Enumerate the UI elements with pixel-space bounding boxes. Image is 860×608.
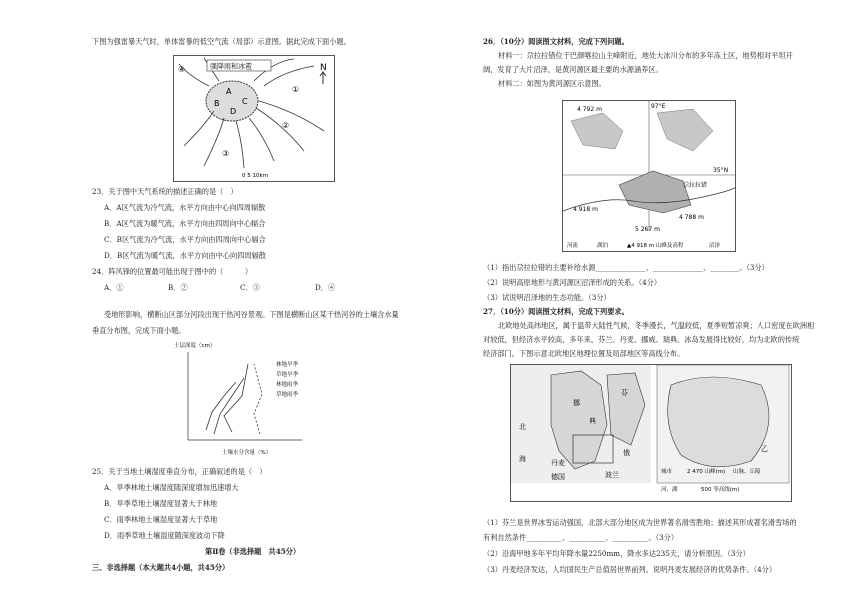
lat-label: 35°N bbox=[713, 167, 729, 174]
thunderstorm-figure bbox=[173, 55, 335, 182]
q26-sub2: （2）说明高原地形与黄河源区沼泽形成的关系。（4分） bbox=[483, 278, 662, 287]
nordic-map-svg bbox=[511, 365, 791, 501]
marsh-area bbox=[619, 171, 691, 213]
label-B: B bbox=[214, 99, 220, 108]
legend-3: 草地雨季 bbox=[276, 392, 299, 398]
series-forest-wet bbox=[224, 364, 248, 432]
peak-2: 4 918 m bbox=[573, 206, 598, 213]
q26-sub1: （1）指出尕拉拉错的主要补给水源______________、______________、________。（3分） bbox=[483, 263, 769, 272]
part2-heading: 第Ⅱ卷（非选择题 共45分） bbox=[205, 547, 301, 556]
q27-para-1: 北欧地处高纬地区，属于温带大陆性气候，冬季漫长，气温较低，夏季短暂凉爽；人口密度在欧洲相 bbox=[498, 321, 815, 330]
q23-option-b[interactable]: B．A区气流为暖气流，水平方向由四周向中心辐合 bbox=[104, 219, 266, 228]
label-D: D bbox=[230, 107, 237, 116]
label-norway: 挪 bbox=[573, 399, 580, 407]
q23-stem: 23．关于图中天气系统的描述正确的是（ ） bbox=[92, 187, 238, 196]
label-denmark: 丹麦 bbox=[551, 459, 565, 467]
scale-bar: 0 5 10km bbox=[242, 173, 269, 179]
map-legend-0: 河流 bbox=[567, 243, 579, 249]
q24-option-c[interactable]: C．③ bbox=[240, 283, 260, 292]
q23-option-a[interactable]: A．A区气流为冷气流，水平方向由中心向四周辐散 bbox=[104, 203, 266, 212]
soil-ylabel: 土层深度（cm） bbox=[174, 343, 216, 349]
label-sweden: 典 bbox=[589, 417, 596, 425]
north-label: N bbox=[320, 63, 327, 73]
legend-0: 林地旱季 bbox=[276, 362, 299, 368]
q26-material2: 材料二：如图为黄河源区示意图。 bbox=[498, 79, 606, 88]
q24-option-b[interactable]: B．② bbox=[168, 283, 188, 292]
q26-material1-b: 阔，发育了大片沼泽，是黄河源区最主要的水源涵养区。 bbox=[483, 65, 663, 74]
detail-land bbox=[668, 377, 769, 467]
map-legend-3: 沼泽 bbox=[709, 243, 721, 249]
peak-4: 4 788 m bbox=[679, 214, 704, 221]
q24-option-d[interactable]: D．④ bbox=[315, 283, 336, 292]
label-point: 乙 bbox=[761, 445, 768, 453]
label-4: ④ bbox=[178, 65, 186, 74]
q27-para-2: 对较低，但经济水平较高，多年来，芬兰、丹麦、挪威、瑞典、冰岛发展得比较好，均为北欧的传统 bbox=[483, 335, 800, 344]
label-north: 北 bbox=[519, 423, 526, 431]
lake-east bbox=[657, 109, 713, 151]
legend-2: 林地雨季 bbox=[276, 382, 299, 388]
label-germany: 德国 bbox=[551, 473, 565, 481]
q25-option-d[interactable]: D．雨季草地土壤湿度随深度波动下降 bbox=[104, 531, 225, 540]
series-grass-wet bbox=[254, 364, 262, 434]
label-poland: 波兰 bbox=[605, 471, 619, 479]
nordic-legend-2: 山脉、丘陵 bbox=[733, 469, 761, 475]
label-1: ① bbox=[292, 85, 300, 94]
label-C: C bbox=[242, 97, 248, 106]
q27-sub1-a: （1）芬兰是世界冰雪运动强国，北部大部分地区成为世界著名滑雪胜地；描述其形成著名滑雪场的 bbox=[483, 518, 797, 527]
yellow-river-svg bbox=[563, 101, 735, 251]
nordic-map bbox=[510, 364, 792, 502]
q25-option-a[interactable]: A．旱季林地土壤湿度随深度增加迅速增大 bbox=[104, 483, 239, 492]
map-legend-2: ▲4 918 m 山峰及高程 bbox=[627, 243, 684, 249]
peak-1: 4 792 m bbox=[577, 106, 602, 113]
label-A: A bbox=[226, 87, 232, 96]
q27-sub2: （2）沿海甲地多年平均年降水量2250mm，降水多达235天，请分析原因。（3分） bbox=[483, 549, 750, 558]
lake-name: 尕拉拉错 bbox=[683, 182, 708, 189]
nordic-legend-4: 500 等高线(m) bbox=[701, 487, 740, 493]
q26-material1-a: 材料一：尕拉拉错位于巴颜喀拉山主峰附近，地处大冰川分布的多年冻土区，地势相对平坦开 bbox=[498, 51, 793, 60]
soil-moisture-figure bbox=[172, 340, 334, 458]
soil-xlabel: 土壤水分含量（%） bbox=[222, 450, 272, 456]
intro-soil-2: 垂直分布图，完成下面小题。 bbox=[92, 326, 186, 335]
yellow-river-map bbox=[562, 100, 736, 252]
legend-1: 草地旱季 bbox=[276, 372, 299, 378]
q26-sub3: （3）试说明沼泽地的生态功能。（3分） bbox=[483, 293, 611, 302]
q25-option-c[interactable]: C．雨季林地土壤湿度显著大于草地 bbox=[104, 515, 218, 524]
peak-3: 5 267 m bbox=[635, 226, 660, 233]
nordic-legend-0: 城市 bbox=[661, 469, 673, 475]
lon-label: 97°E bbox=[651, 103, 666, 110]
q25-option-b[interactable]: B．旱季草地土壤湿度显著大于林地 bbox=[104, 499, 218, 508]
nordic-legend-3: 河、湖 bbox=[661, 487, 678, 493]
q27-sub1-b: 有利自然条件__________、__________、__________。（3分） bbox=[483, 533, 679, 542]
q26-title: 26．（10分）阅读图文材料，完成下列问题。 bbox=[483, 37, 629, 46]
label-3: ③ bbox=[222, 149, 230, 158]
lake-west bbox=[571, 113, 623, 149]
q27-title: 27．（10分）阅读图文材料，完成下列要求。 bbox=[483, 307, 629, 316]
q23-option-d[interactable]: D．B区气流为暖气流，水平方向由中心向四周辐散 bbox=[104, 251, 266, 260]
right-column bbox=[430, 0, 860, 608]
nordic-legend-1: 2 470 山峰(m) bbox=[687, 469, 726, 475]
intro-weather: 下图为强雷暴天气时，单体雷暴的低空气流（局部）示意图。据此完成下面小题。 bbox=[92, 37, 351, 46]
q24-stem: 24．阵风锋的位置最可能出现于图中的（ ） bbox=[92, 267, 253, 276]
q24-option-a[interactable]: A．① bbox=[104, 283, 124, 292]
thunderstorm-svg bbox=[174, 56, 334, 181]
q25-stem: 25．关于当地土壤湿度垂直分布，正确叙述的是（ ） bbox=[92, 467, 267, 476]
q27-para-3: 经济部门。下图示意北欧地区地理位置及局部地区等高线分布。 bbox=[483, 349, 685, 358]
q27-sub3: （3）丹麦经济发达，人均国民生产总值居世界前列。说明丹麦发展经济的优势条件。（4分） bbox=[483, 565, 777, 574]
label-finland: 芬 bbox=[621, 389, 628, 397]
q23-option-c[interactable]: C．B区气流为冷气流，水平方向由四周向中心辐合 bbox=[104, 235, 266, 244]
map-legend-1: 湖泊 bbox=[597, 243, 609, 249]
soil-chart-svg bbox=[172, 340, 334, 458]
label-russia: 俄 bbox=[623, 449, 630, 457]
label-2: ② bbox=[282, 121, 290, 130]
north-arrow-icon bbox=[320, 72, 326, 84]
fig1-legend: 强降雨和冰雹 bbox=[210, 62, 252, 71]
intro-soil-1: 受地形影响，横断山区部分河段出现干热河谷景观。下图是横断山区某干热河谷的土壤含水量 bbox=[104, 310, 399, 319]
series-forest-dry bbox=[206, 382, 236, 430]
section3-heading: 三、非选择题（本大题共4小题，共45分） bbox=[92, 563, 230, 572]
label-sea: 海 bbox=[519, 455, 526, 463]
